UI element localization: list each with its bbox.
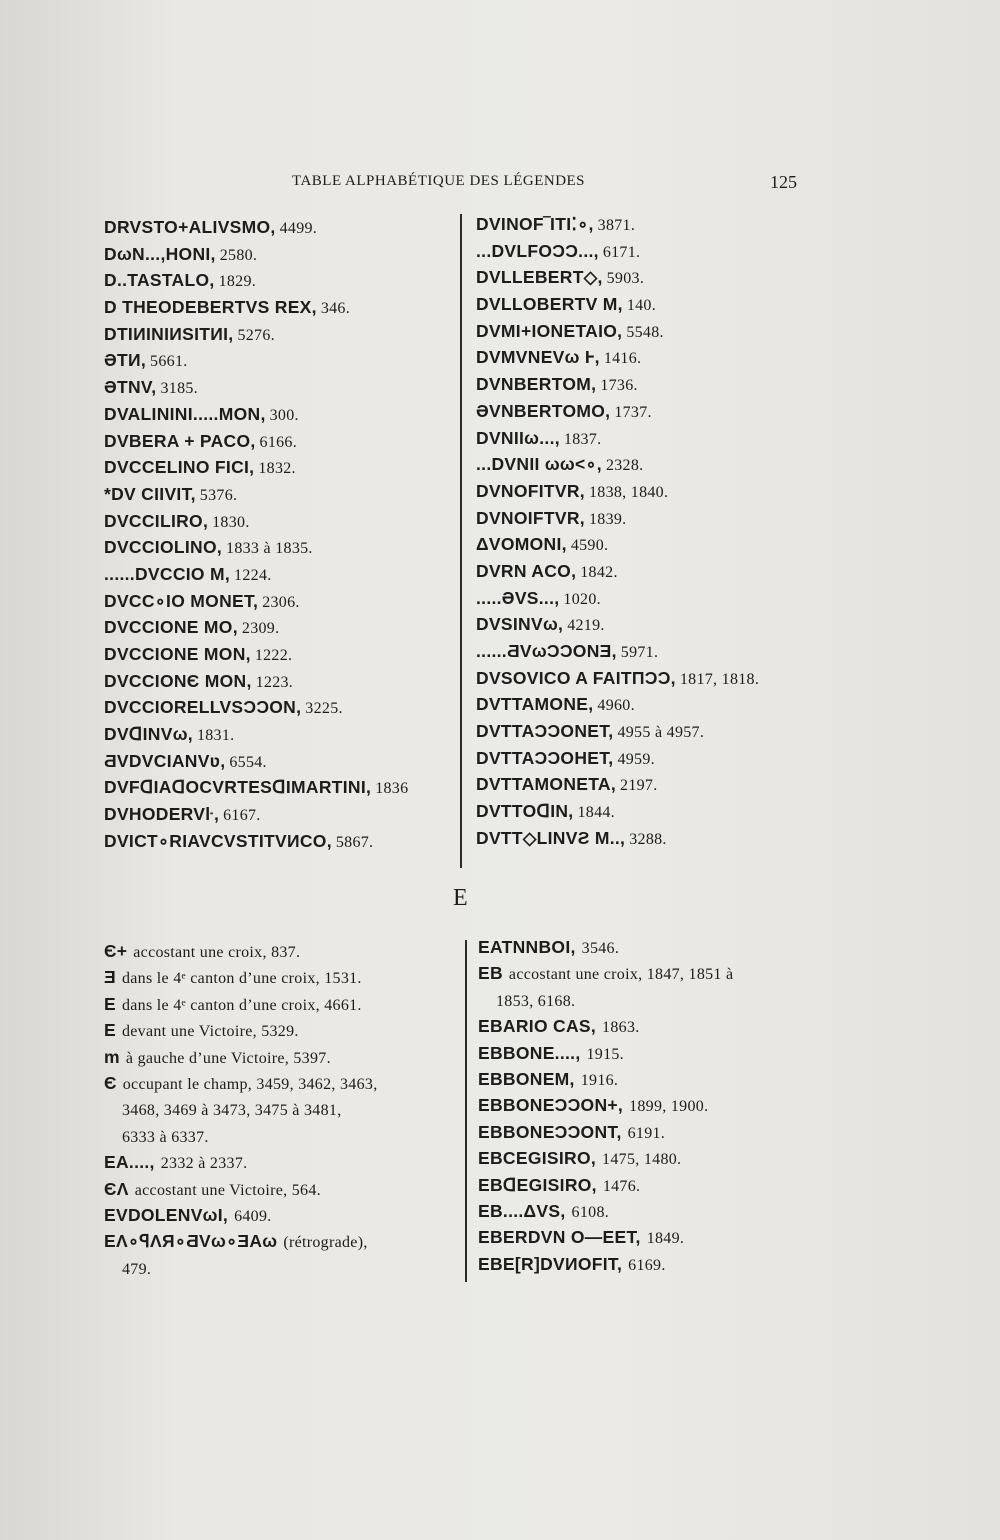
right-column-upper — [476, 211, 836, 852]
coin-reference-number: 140. — [626, 297, 657, 315]
legend-text: DVNBERTOM, — [476, 374, 597, 395]
legend-text: EB — [478, 963, 503, 984]
legend-entry — [104, 668, 454, 695]
legend-entry — [478, 1145, 838, 1171]
legend-entry — [104, 347, 454, 374]
legend-entry — [478, 1251, 838, 1277]
legend-text: ......DVCCIO M, — [104, 563, 231, 584]
legend-entry — [476, 691, 836, 718]
coin-reference-number: 1223. — [255, 673, 294, 691]
legend-text: m — [104, 1046, 120, 1067]
legend-text: DVNIIω..., — [476, 427, 560, 448]
legend-entry — [104, 1149, 466, 1175]
legend-description: 6169. — [628, 1256, 666, 1274]
legend-text: DVTTOꓷIN, — [476, 801, 574, 822]
legend-entry — [104, 267, 454, 294]
legend-entry — [104, 1017, 466, 1043]
legend-description: accostant une croix, 837. — [133, 944, 301, 961]
legend-text: DVSINVω, — [476, 614, 564, 635]
legend-entry — [104, 214, 454, 241]
legend-text: DVLLOBERTV M, — [476, 294, 623, 315]
legend-text: DVCC∘IO MONET, — [104, 590, 259, 611]
legend-entry — [478, 1066, 838, 1092]
legend-entry — [104, 374, 454, 401]
legend-text: EBE[R]DVИOFIT, — [478, 1253, 623, 1274]
legend-entry — [104, 721, 454, 748]
legend-text: EBERDVN O—EET, — [478, 1227, 641, 1248]
legend-entry — [104, 641, 454, 668]
legend-entry — [478, 1172, 838, 1198]
coin-reference-number: 4590. — [570, 537, 609, 555]
legend-description: accostant une Victoire, 564. — [134, 1181, 321, 1199]
coin-reference-number: 300. — [269, 406, 299, 424]
legend-text: ƋVDVCIANVʋ, — [104, 750, 226, 771]
coin-reference-number: 3185. — [160, 380, 198, 398]
legend-entry — [476, 425, 836, 452]
coin-reference-number: 5276. — [237, 326, 275, 344]
legend-entry — [478, 1092, 838, 1118]
legend-text: DVICT∘RIAVCVSTITVИCO, — [104, 830, 332, 851]
legend-entry — [104, 964, 466, 990]
legend-entry — [104, 1096, 466, 1122]
legend-text: DVRN ACO, — [476, 560, 577, 581]
legend-text: EBARIO CAS, — [478, 1016, 597, 1037]
coin-reference-number: 5661. — [150, 353, 188, 371]
legend-text: EVDOLENVωI, — [104, 1204, 229, 1225]
legend-entry — [104, 534, 454, 561]
legend-text: ƏTNV, — [104, 377, 157, 398]
legend-text: DVCCILIRO, — [104, 510, 209, 531]
legend-entry — [476, 638, 836, 665]
coin-reference-number: 4955 à 4957. — [617, 724, 705, 742]
legend-text: DVTTAƆƆOHET, — [476, 747, 614, 768]
page-number: 125 — [770, 172, 797, 192]
coin-reference-number: 1830. — [212, 513, 250, 531]
legend-text: DTIИINIИSITИI, — [104, 323, 234, 344]
legend-text: Є — [104, 1072, 117, 1093]
legend-entry — [478, 1013, 838, 1039]
legend-text: DVLLEBERT◇, — [476, 267, 603, 288]
legend-entry — [476, 371, 836, 398]
legend-text: DVFꓷIAꓷOCVRTESꓷIMARTINI, — [104, 777, 372, 798]
coin-reference-number: 346. — [320, 300, 351, 318]
legend-description: occupant le champ, 3459, 3462, 3463, — [122, 1075, 378, 1093]
legend-text: DVCCIORELLVSƆƆON, — [104, 697, 302, 718]
legend-entry — [104, 454, 454, 481]
legend-description: 3546. — [581, 940, 620, 957]
coin-reference-number: 1839. — [588, 510, 627, 528]
legend-entry — [476, 798, 836, 825]
left-column-upper — [104, 214, 454, 855]
coin-reference-number: 5971. — [620, 644, 659, 661]
coin-reference-number: 1222. — [254, 647, 293, 664]
section-letter: E — [453, 885, 468, 911]
coin-reference-number: 4499. — [279, 220, 318, 237]
coin-reference-number: 5903. — [606, 270, 645, 288]
legend-entry — [476, 771, 836, 798]
legend-description: devant une Victoire, 5329. — [121, 1023, 299, 1041]
coin-reference-number: 4219. — [567, 617, 605, 635]
legend-entry — [104, 561, 454, 588]
legend-text: DVINOF‾ITI⁚∘, — [476, 214, 594, 234]
legend-text: Є+ — [104, 941, 128, 961]
legend-description: 6108. — [571, 1203, 610, 1221]
legend-text: DVSOVICO A FAITΠƆƆ, — [476, 667, 676, 688]
legend-text: EBꓷEGISIRO, — [478, 1174, 597, 1195]
legend-entry — [476, 291, 836, 318]
legend-text: DVCCELINO FICI, — [104, 457, 255, 478]
legend-text: ...DVLFOƆƆ..., — [476, 240, 599, 261]
legend-entry — [104, 241, 454, 268]
legend-entry — [478, 960, 838, 986]
legend-description: dans le 4ᵉ canton d’une croix, 4661. — [121, 996, 362, 1014]
legend-entry — [104, 428, 454, 455]
legend-text: DVCCIONE MON, — [104, 644, 251, 664]
coin-reference-number: 4959. — [617, 750, 655, 768]
legend-continuation: 1853, 6168. — [496, 992, 576, 1010]
legend-text: ЄΛ — [104, 1178, 129, 1199]
coin-reference-number: 1736. — [600, 377, 638, 395]
legend-entry — [104, 991, 466, 1017]
coin-reference-number: 1837. — [563, 430, 602, 448]
legend-continuation: 6333 à 6337. — [122, 1128, 209, 1146]
legend-entry — [476, 238, 836, 265]
coin-reference-number: 1832. — [258, 460, 296, 478]
legend-entry — [478, 1040, 838, 1066]
legend-entry — [476, 344, 836, 371]
legend-entry — [104, 1176, 466, 1202]
legend-description: 1476. — [602, 1177, 641, 1195]
coin-reference-number: 5376. — [199, 486, 238, 504]
legend-text: DVTT◇LINVƧ M.., — [476, 827, 626, 848]
legend-description: 1863. — [602, 1019, 640, 1037]
coin-reference-number: 5867. — [335, 833, 374, 851]
coin-reference-number: 1842. — [580, 563, 618, 581]
legend-text: DVꓷINVω, — [104, 724, 193, 745]
legend-entry — [104, 1044, 466, 1070]
legend-entry — [476, 611, 836, 638]
legend-entry — [476, 531, 836, 558]
legend-text: E — [104, 1020, 116, 1041]
legend-entry — [476, 398, 836, 425]
legend-entry — [476, 505, 836, 532]
legend-entry — [104, 828, 454, 855]
legend-description: 1916. — [580, 1071, 619, 1089]
right-column-lower — [478, 934, 838, 1277]
legend-text: ƏTИ, — [104, 350, 147, 371]
legend-entry — [104, 1123, 466, 1149]
coin-reference-number: 5548. — [626, 323, 664, 341]
legend-text: DVNOFITVR, — [476, 480, 585, 501]
coin-reference-number: 3871. — [597, 217, 636, 234]
coin-reference-number: 2197. — [620, 777, 658, 795]
legend-text: EA...., — [104, 1152, 155, 1173]
legend-entry — [478, 1198, 838, 1224]
coin-reference-number: 2309. — [241, 620, 280, 638]
coin-reference-number: 6554. — [229, 753, 267, 771]
column-divider-lower — [465, 940, 467, 1282]
legend-text: ƏVNBERTOMO, — [476, 400, 611, 421]
legend-entry — [104, 588, 454, 615]
coin-reference-number: 6166. — [259, 433, 298, 451]
legend-entry — [476, 665, 836, 692]
legend-text: DVCCIONE MO, — [104, 617, 238, 638]
legend-text: EBBONEƆƆONT, — [478, 1121, 622, 1142]
legend-text: DVCCIOLINO, — [104, 537, 223, 558]
legend-entry — [476, 211, 836, 238]
legend-text: D..TASTALO, — [104, 270, 215, 291]
legend-text: Ǝ — [104, 967, 116, 988]
coin-reference-number: 1817, 1818. — [679, 670, 760, 688]
legend-text: DVALININI.....MON, — [104, 403, 266, 424]
legend-entry — [104, 1202, 466, 1228]
coin-reference-number: 6171. — [602, 243, 641, 261]
legend-text: EΛ∘ꟼΛЯ∘ƋVω∘ƎAω — [104, 1231, 278, 1252]
coin-reference-number: 1224. — [234, 566, 272, 584]
legend-entry — [104, 294, 454, 321]
legend-entry — [478, 1224, 838, 1250]
coin-reference-number: 2580. — [219, 246, 258, 264]
legend-text: DVTTAMONE, — [476, 694, 594, 715]
coin-reference-number: 1836 — [375, 780, 409, 798]
legend-entry — [104, 774, 454, 801]
legend-description: (rétrograde), — [283, 1234, 368, 1252]
legend-entry — [104, 401, 454, 428]
legend-description: 1849. — [646, 1230, 685, 1248]
legend-entry — [478, 934, 838, 960]
coin-reference-number: 1831. — [196, 727, 235, 745]
legend-text: EB....ΔVS, — [478, 1200, 566, 1221]
coin-reference-number: 1416. — [603, 350, 642, 368]
legend-entry — [104, 508, 454, 535]
legend-text: ΔVOMONI, — [476, 534, 567, 555]
legend-entry — [476, 318, 836, 345]
coin-reference-number: 1737. — [614, 403, 652, 421]
coin-reference-number: 1838, 1840. — [588, 483, 669, 501]
legend-entry — [476, 745, 836, 772]
legend-entry — [104, 321, 454, 348]
legend-continuation: 479. — [122, 1260, 152, 1278]
legend-entry — [476, 264, 836, 291]
legend-entry — [476, 825, 836, 852]
legend-text: DωN...,HONI, — [104, 243, 216, 264]
legend-entry — [104, 1070, 466, 1096]
legend-entry — [476, 451, 836, 478]
legend-entry — [478, 1119, 838, 1145]
legend-description: 1475, 1480. — [602, 1151, 682, 1169]
legend-description: dans le 4ᵉ canton d’une croix, 1531. — [121, 970, 362, 988]
legend-text: EBCEGISIRO, — [478, 1148, 597, 1169]
running-header: TABLE ALPHABÉTIQUE DES LÉGENDES — [292, 173, 586, 189]
legend-continuation: 3468, 3469 à 3473, 3475 à 3481, — [122, 1102, 342, 1120]
legend-entry — [104, 1228, 466, 1254]
legend-description: 6409. — [234, 1207, 272, 1225]
legend-description: 1899, 1900. — [629, 1098, 709, 1116]
legend-description: à gauche d’une Victoire, 5397. — [125, 1049, 331, 1067]
legend-entry — [476, 478, 836, 505]
legend-description: 6191. — [627, 1124, 666, 1142]
legend-text: DVBERA + PACO, — [104, 430, 256, 451]
coin-reference-number: 1020. — [563, 590, 601, 608]
legend-description: 1915. — [586, 1045, 624, 1063]
legend-entry — [104, 748, 454, 775]
legend-entry — [104, 481, 454, 508]
legend-text: DVTTAƆƆONET, — [476, 721, 614, 742]
legend-text: EBBONE...., — [478, 1042, 581, 1063]
legend-entry — [476, 718, 836, 745]
coin-reference-number: 3225. — [305, 700, 343, 718]
legend-text: *DV CIIVIT, — [104, 483, 196, 504]
coin-reference-number: 2306. — [262, 593, 300, 611]
legend-text: .....ƏVS..., — [476, 587, 560, 608]
legend-entry — [476, 558, 836, 585]
legend-text: E — [104, 993, 116, 1014]
legend-text: EBBONEM, — [478, 1068, 575, 1089]
left-column-lower — [104, 938, 466, 1281]
coin-reference-number: 3288. — [629, 830, 667, 848]
legend-text: EATNNBOI, — [478, 937, 576, 957]
legend-text: DVHODERVŀ, — [104, 804, 220, 825]
coin-reference-number: 1844. — [577, 804, 615, 822]
legend-entry — [478, 987, 838, 1013]
legend-text: D THEODEBERTVS REX, — [104, 297, 317, 318]
coin-reference-number: 1833 à 1835. — [226, 540, 313, 558]
legend-entry — [104, 1255, 466, 1281]
legend-text: DVNOIFTVR, — [476, 507, 585, 528]
coin-reference-number: 2328. — [605, 457, 644, 475]
column-divider-upper — [460, 214, 462, 868]
legend-entry — [104, 938, 466, 964]
coin-reference-number: 4960. — [597, 697, 635, 715]
legend-text: ......ƋVωƆƆONƎ, — [476, 641, 617, 661]
legend-text: DVCCIONЄ MON, — [104, 670, 252, 691]
legend-text: DVMI+IONETAIO, — [476, 320, 623, 341]
coin-reference-number: 6167. — [223, 807, 261, 825]
legend-entry — [104, 801, 454, 828]
legend-text: DVMVNEVω Ⱶ, — [476, 347, 600, 368]
legend-entry — [104, 694, 454, 721]
legend-entry — [104, 614, 454, 641]
coin-reference-number: 1829. — [218, 273, 257, 291]
legend-text: ...DVNII ωω<∘, — [476, 454, 602, 475]
legend-description: accostant une croix, 1847, 1851 à — [508, 966, 734, 984]
legend-text: DRVSTO+ALIVSMO, — [104, 217, 276, 237]
legend-text: DVTTAMONETA, — [476, 774, 617, 795]
legend-text: EBBONEƆƆON+, — [478, 1095, 624, 1116]
legend-entry — [476, 585, 836, 612]
legend-description: 2332 à 2337. — [160, 1155, 248, 1173]
